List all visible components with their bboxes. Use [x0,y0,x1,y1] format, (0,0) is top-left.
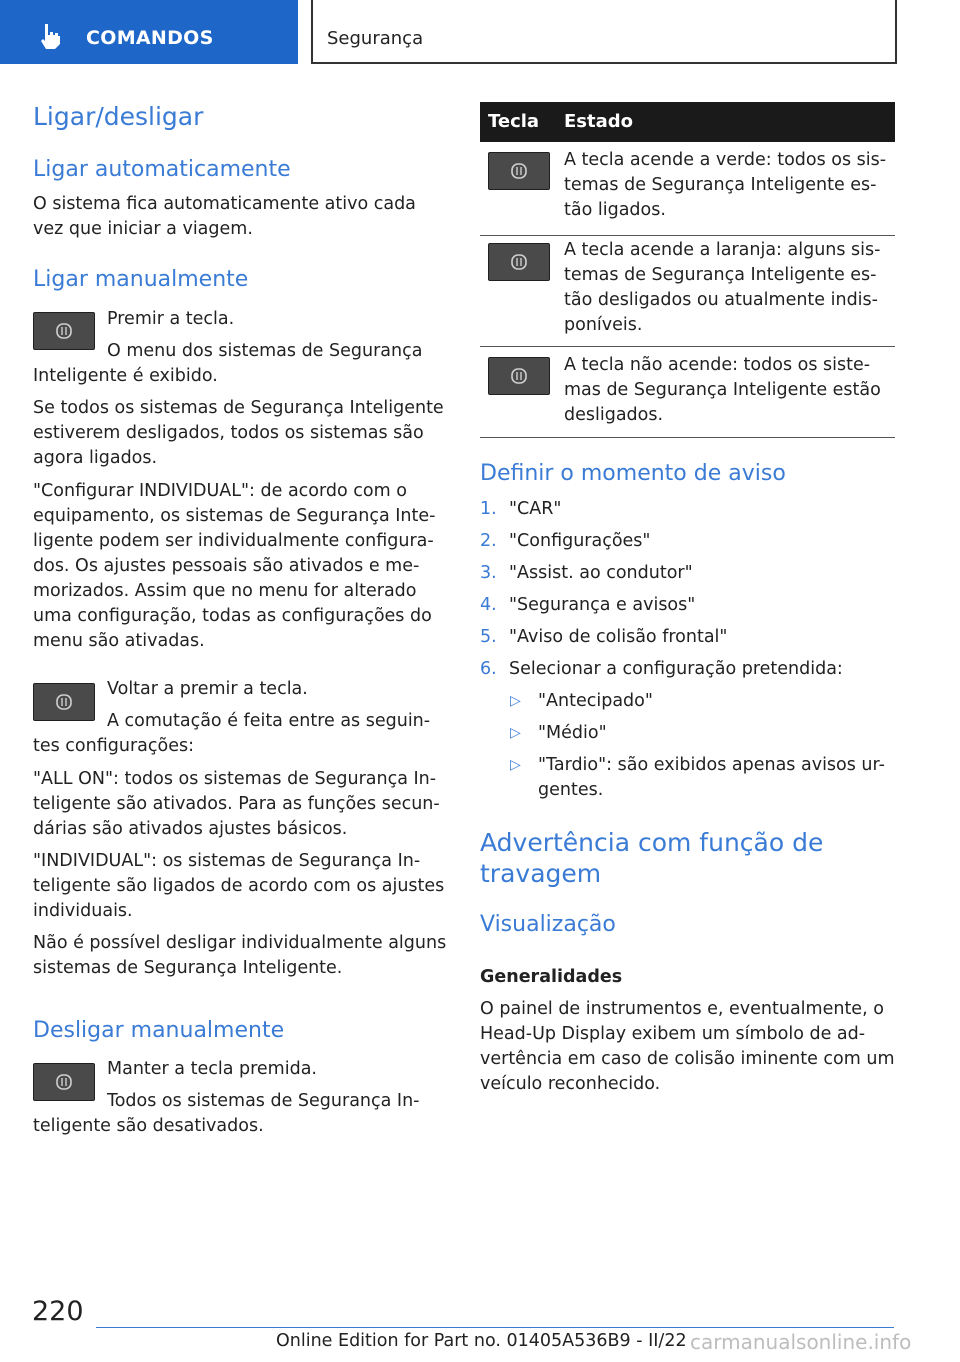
list-item: 6. Selecionar a configuração pretendida: [480,659,843,679]
triangle-bullet-icon: ▷ [510,757,521,773]
hand-pointer-icon [36,22,64,50]
all-deactivated-text: Todos os sistemas de Segurança In- teligente são desativados. [33,1091,420,1136]
list-item: 3. "Assist. ao condutor" [480,563,693,583]
table-row: A tecla acende a laranja: alguns sis- temas de Segurança Inteligente es- tão desligados ou atualmente indis- poníveis. [564,240,881,335]
safety-key-orange-icon [488,243,550,281]
menu-shown-text: O menu dos sistemas de Segurança Inteligente é exibido. [33,341,423,386]
all-off-text: Se todos os sistemas de Segurança Inteligente estiverem desligados, todos os sistemas são agora ligados. [33,398,444,468]
heading-ligar-manual: Ligar manualmente [33,267,249,292]
heading-generalidades: Generalidades [480,967,623,987]
col-key: Tecla [488,111,540,132]
list-item: 2. "Configurações" [480,531,651,551]
list-item: 4. "Segurança e avisos" [480,595,696,615]
triangle-bullet-icon: ▷ [510,693,521,709]
heading-definir-aviso: Definir o momento de aviso [480,461,786,486]
heading-ligar-auto: Ligar automaticamente [33,157,291,182]
footer-divider [96,1327,894,1328]
table-row: A tecla acende a verde: todos os sis- temas de Segurança Inteligente es- tão ligados. [564,150,887,220]
heading-ligar-desligar: Ligar/desligar [33,102,204,131]
heading-visualizacao: Visualização [480,912,616,937]
page-number: 220 [32,1296,84,1327]
heading-advertencia: Advertência com função de travagem [480,828,824,888]
col-state: Estado [564,111,634,132]
switch-text: A comutação é feita entre as seguin- tes configurações: [33,711,431,756]
chapter-title: Segurança [327,28,424,49]
triangle-bullet-icon: ▷ [510,725,521,741]
press-key-text: Premir a tecla. [107,309,235,329]
row-divider [480,235,895,236]
heading-desligar-manual: Desligar manualmente [33,1018,285,1043]
safety-key-off-icon [488,357,550,395]
steps-list [480,493,900,685]
auto-text: O sistema fica automaticamente ativo cada vez que iniciar a viagem. [33,194,416,239]
safety-key-green-icon [488,152,550,190]
list-item: 1. "CAR" [480,499,562,519]
individual2-text: "INDIVIDUAL": os sistemas de Segurança In- teligente são ligados de acordo com os ajustes individuais. [33,851,445,921]
section-title: COMANDOS [86,27,214,49]
row-divider [480,437,895,438]
edition-text: Online Edition for Part no. 01405A536B9 - II/22 [276,1331,687,1351]
individual-text: "Configurar INDIVIDUAL": de acordo com o equipamento, os sistemas de Segurança Inte- ligente podem ser individualmente configura- dos. Os ajustes pessoais são ativados e me- morizados. Assim que no menu for alterado uma configuração, todas as configurações do menu são ativadas. [33,481,436,651]
table-header [480,102,895,142]
list-item: 5. "Aviso de colisão frontal" [480,627,728,647]
watermark-text: carmanualsonline.info [690,1330,912,1354]
all-on-text: "ALL ON": todos os sistemas de Segurança In- teligente são ativados. Para as funções secun- dárias são ativados ajustes básicos. [33,769,440,839]
chapter-header [311,0,897,64]
not-possible-text: Não é possível desligar individualmente alguns sistemas de Segurança Inteligente. [33,933,447,978]
section-tab [0,0,298,64]
general-text: O painel de instrumentos e, eventualmente, o Head-Up Display exibem um símbolo de ad- vertência em caso de colisão iminente com um veículo reconhecido. [480,999,895,1094]
hold-key-text: Manter a tecla premida. [107,1059,317,1079]
row-divider [480,346,895,347]
press-again-text: Voltar a premir a tecla. [107,679,308,699]
table-row: A tecla não acende: todos os siste- mas de Segurança Inteligente estão desligados. [564,355,881,425]
